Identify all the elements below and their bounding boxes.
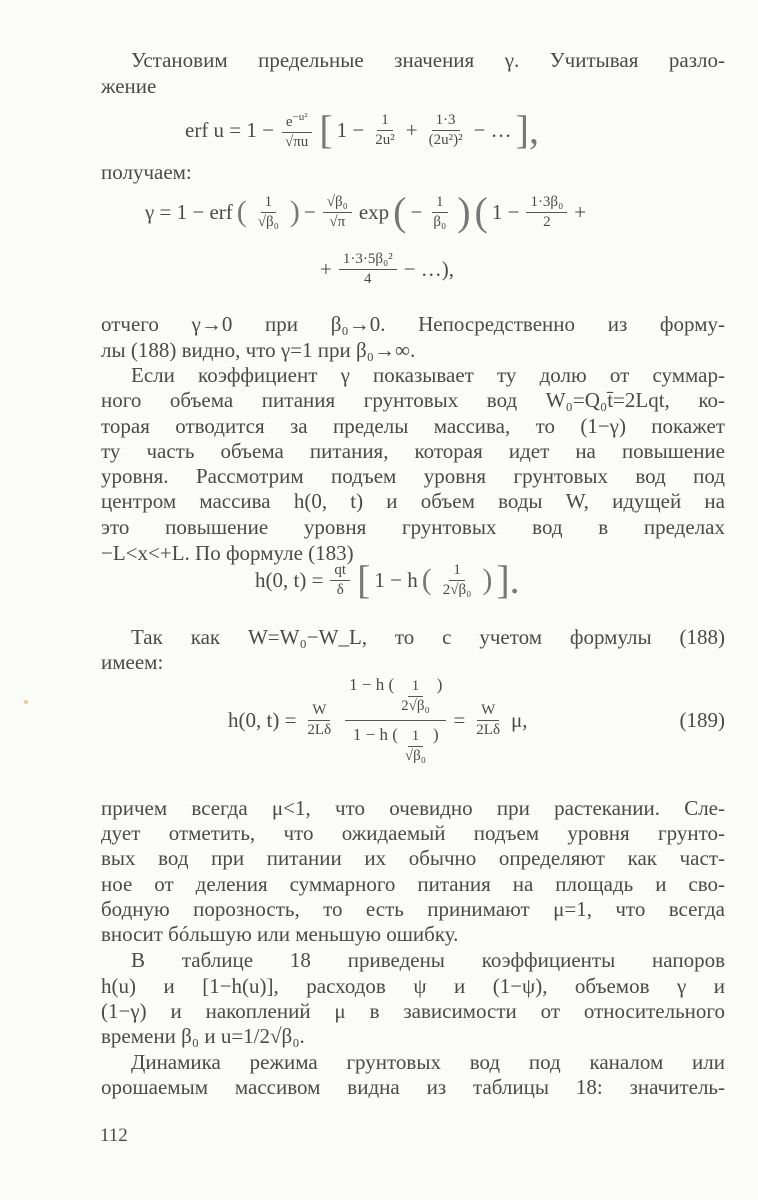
operator: − (410, 199, 423, 224)
text-line: Установим предельные значения γ. Учитывая разло- (131, 48, 725, 72)
fraction (472, 701, 504, 740)
bracket: ], (515, 107, 539, 152)
text-line: получаем: (101, 160, 192, 184)
fraction (330, 561, 350, 600)
text-line: торая отводится за пределы массива, то (1−γ) покажет (101, 414, 725, 438)
text-line: вносит бóльшую или меньшую ошибку. (101, 922, 459, 946)
denominator: √β₀ (404, 748, 427, 764)
scan-speck (24, 700, 28, 704)
compound-fraction: 1 − h ( $\frac{1}{\text{2√β₀}}$ ) 1 − h ( $\frac{1}{\text{√β₀}}$ ) (345, 675, 446, 766)
formula-term: 1 − (491, 199, 520, 224)
text-line: бодную порозность, то есть принимают μ=1, что всегда (101, 897, 725, 921)
text-line: отчего γ→0 при β₀→0. Непосредственно из форму- (101, 312, 725, 336)
fraction (371, 111, 399, 150)
denominator: √πu (285, 134, 309, 150)
numerator: qt (330, 561, 350, 581)
operator: + (320, 257, 332, 281)
text-line: ту часть объема питания, которая идет на повышение (101, 439, 725, 463)
text-line: уровня. Рассмотрим подъем уровня грунтовых вод под (101, 464, 725, 488)
formula-term: 1 − h (374, 567, 418, 592)
bracket: [ (357, 557, 371, 602)
denominator: 2√β₀ (401, 698, 430, 714)
text-line: Динамика режима грунтовых вод под каналом или (131, 1050, 725, 1074)
fraction (439, 561, 476, 600)
text-line: это повышение уровня грунтовых вод в пределах (101, 515, 725, 539)
text-line: В таблице 18 приведены коэффициенты напоров (131, 948, 725, 972)
operator: + (574, 199, 587, 224)
formula-term: h(0, t) = (228, 708, 297, 732)
operator: + (405, 117, 418, 142)
text-line: h(u) и [1−h(u)], расходов ψ и (1−ψ), объемов γ и (101, 974, 725, 998)
text-line: центром массива h(0, t) и объем воды W, идущей на (101, 489, 725, 513)
text-line: −L<x<+L. По формуле (183) (101, 541, 354, 565)
formula-erf (185, 108, 539, 152)
fraction (281, 108, 312, 152)
formula-h: h(0, t) = $\frac{qt}{\delta}$ [ 1 − h ( $\frac{1}{\text{2√β₀}}$ ) ]. (255, 557, 520, 602)
denominator: √β₀ (257, 213, 279, 230)
fraction (339, 250, 397, 289)
numerator: 1 (432, 193, 448, 213)
operator: = (453, 708, 466, 732)
fraction (425, 111, 467, 150)
formula-gamma: γ = 1 − erf ( $\frac{1}{\text{√β₀}}$ ) − $\frac{\text{√β₀}}{√\pi}$ exp ( − $\frac{1}{\text{β₀}}$ ) ( 1 − $\frac{\text{1·3β₀}}{2}$ + (145, 189, 587, 234)
denominator: β₀ (433, 213, 447, 230)
page-number: 112 (100, 1125, 128, 1146)
denominator: 2Lδ (476, 722, 501, 738)
numerator: 1 (408, 677, 424, 697)
formula-gamma-continued (320, 250, 454, 289)
formula-189 (228, 675, 725, 766)
formula-term: γ = 1 − erf (145, 199, 233, 224)
numerator: 1·3β₀ (526, 193, 567, 213)
formula-term: exp (358, 199, 390, 224)
numerator: 1·3 (432, 111, 460, 131)
text-line: жение (101, 74, 157, 98)
fraction (526, 193, 567, 232)
numerator: 1 (408, 727, 424, 747)
text-line: ного объема питания грунтовых вод W₀=Q₀t̄=2Lqt, ко- (101, 388, 725, 412)
denominator: 4 (364, 271, 372, 287)
formula-term: h(0, t) = (255, 567, 324, 592)
text-line: (1−γ) и накоплений μ в зависимости от относительного (101, 999, 725, 1023)
fraction (254, 193, 283, 232)
fraction (323, 193, 352, 232)
operator: − (303, 199, 316, 224)
numerator: 1 (377, 111, 393, 131)
bracket: [ (319, 107, 333, 152)
formula-term: − … (473, 117, 512, 142)
numerator: 1 (449, 561, 465, 581)
text-line: дует отметить, что ожидаемый подъем уровня грунто- (101, 821, 725, 845)
numerator: √β₀ (323, 193, 352, 213)
denominator: 2 (543, 213, 551, 230)
text-line: времени β₀ и u=1/2√β₀. (101, 1024, 305, 1048)
text-line: вых вод при питании их обычно определяют как част- (101, 846, 725, 870)
formula-term: − …), (403, 257, 455, 281)
text-line: лы (188) видно, что γ=1 при β₀→∞. (101, 338, 416, 362)
formula-term: 1 − (336, 117, 365, 142)
numerator: 1 (261, 193, 277, 213)
fraction (303, 701, 335, 740)
bracket: ]. (496, 557, 520, 602)
text-line: орошаемым массивом видна из таблицы 18: значитель- (101, 1075, 725, 1099)
numerator: W (477, 701, 499, 721)
exponent: −u² (292, 111, 308, 123)
denominator: √π (329, 213, 346, 230)
text-line: ное от деления суммарного питания на площадь и сво- (101, 872, 725, 896)
fraction (429, 193, 450, 232)
numerator: 1·3·5β₀² (339, 250, 397, 270)
text-line: Так как W=W₀−W_L, то с учетом формулы (188) (131, 625, 725, 649)
text-line: Если коэффициент γ показывает ту долю от суммар- (131, 363, 725, 387)
denominator: 2√β₀ (442, 581, 472, 598)
numerator: W (308, 701, 330, 721)
numerator: e (285, 114, 293, 130)
formula-term: 1 − h (349, 675, 385, 694)
formula-term: erf u = 1 − (185, 117, 274, 142)
equation-number: (189) (679, 708, 725, 732)
formula-term: μ, (511, 708, 528, 732)
text-line: причем всегда μ<1, что очевидно при растекании. Сле- (101, 796, 725, 820)
denominator: 2Lδ (307, 722, 332, 738)
text-line: имеем: (101, 650, 164, 674)
denominator: 2u² (375, 131, 395, 148)
denominator: (2u²)² (428, 131, 463, 148)
denominator: δ (336, 581, 344, 598)
formula-term: 1 − h (352, 725, 388, 744)
